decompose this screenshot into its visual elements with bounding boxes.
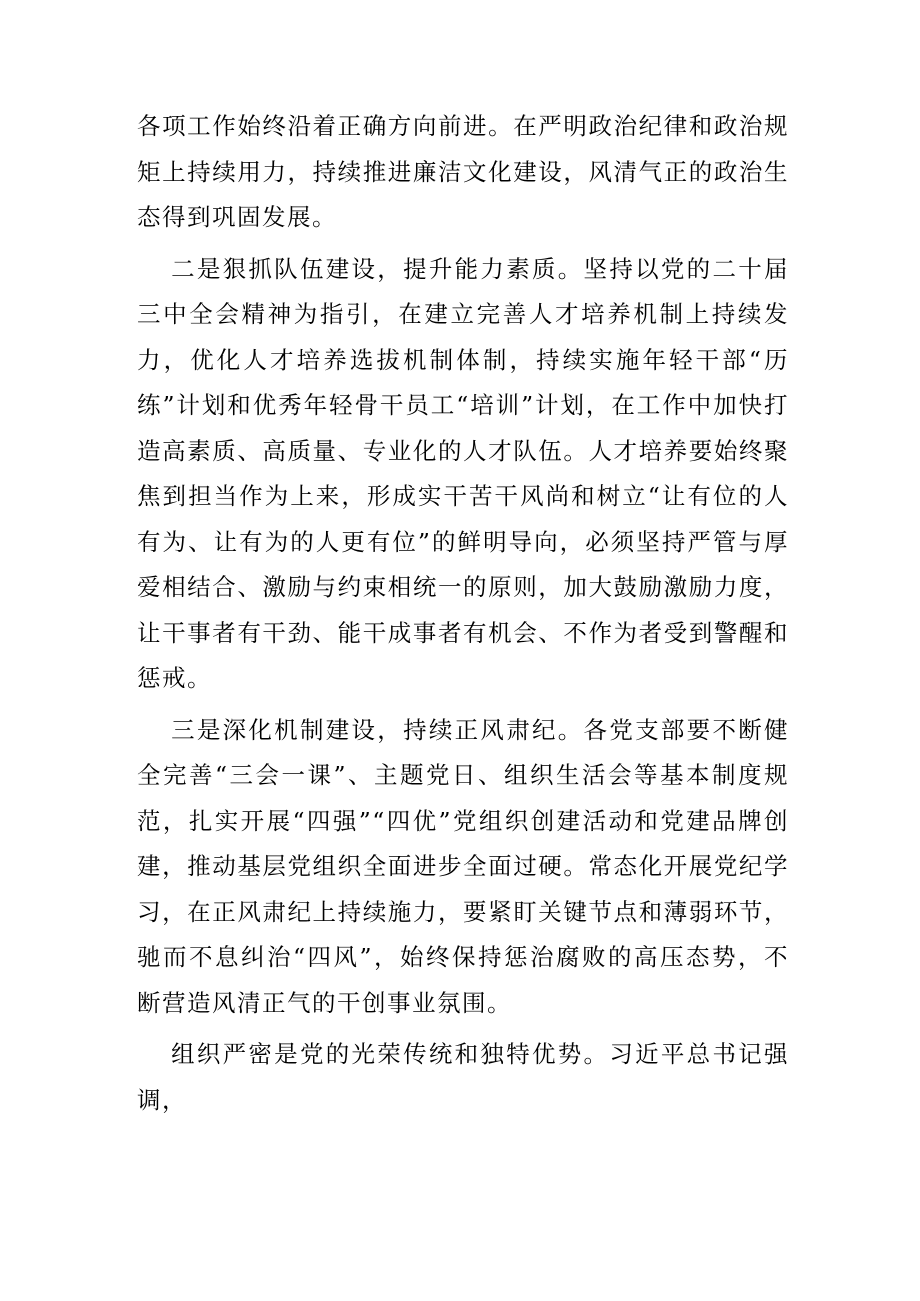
paragraph-team-building: 二是狠抓队伍建设，提升能力素质。坚持以党的二十届三中全会精神为指引，在建立完善人才培养机制上持续发力，优化人才培养选拔机制体制，持续实施年轻干部“历练”计划和优秀年轻骨干员工“培训”计划，在工作中加快打造高素质、高质量、专业化的人才队伍。人才培养要始终聚焦到担当作为上来，形成实干苦干风尚和树立“让有位的人有为、让有为的人更有位”的鲜明导向，必须坚持严管与厚爱相结合、激励与约束相统一的原则，加大鼓励激励力度，让干事者有干劲、能干成事者有机会、不作为者受到警醒和惩戒。 (137, 254, 789, 692)
paragraph-mechanism-building: 三是深化机制建设，持续正风肃纪。各党支部要不断健全完善“三会一课”、主题党日、组织生活会等基本制度规范，扎实开展“四强”“四优”党组织创建活动和党建品牌创建，推动基层党组织全面进步全面过硬。常态化开展党纪学习，在正风肃纪上持续施力，要紧盯关键节点和薄弱环节，驰而不息纠治“四风”，始终保持惩治腐败的高压态势，不断营造风清正气的干创事业氛围。 (137, 715, 789, 1017)
document-body (137, 104, 789, 1123)
paragraph-continuation: 各项工作始终沿着正确方向前进。在严明政治纪律和政治规矩上持续用力，持续推进廉洁文化建设，风清气正的政治生态得到巩固发展。 (137, 112, 789, 231)
paragraph-organization: 组织严密是党的光荣传统和独特优势。习近平总书记强调， (137, 1040, 789, 1114)
